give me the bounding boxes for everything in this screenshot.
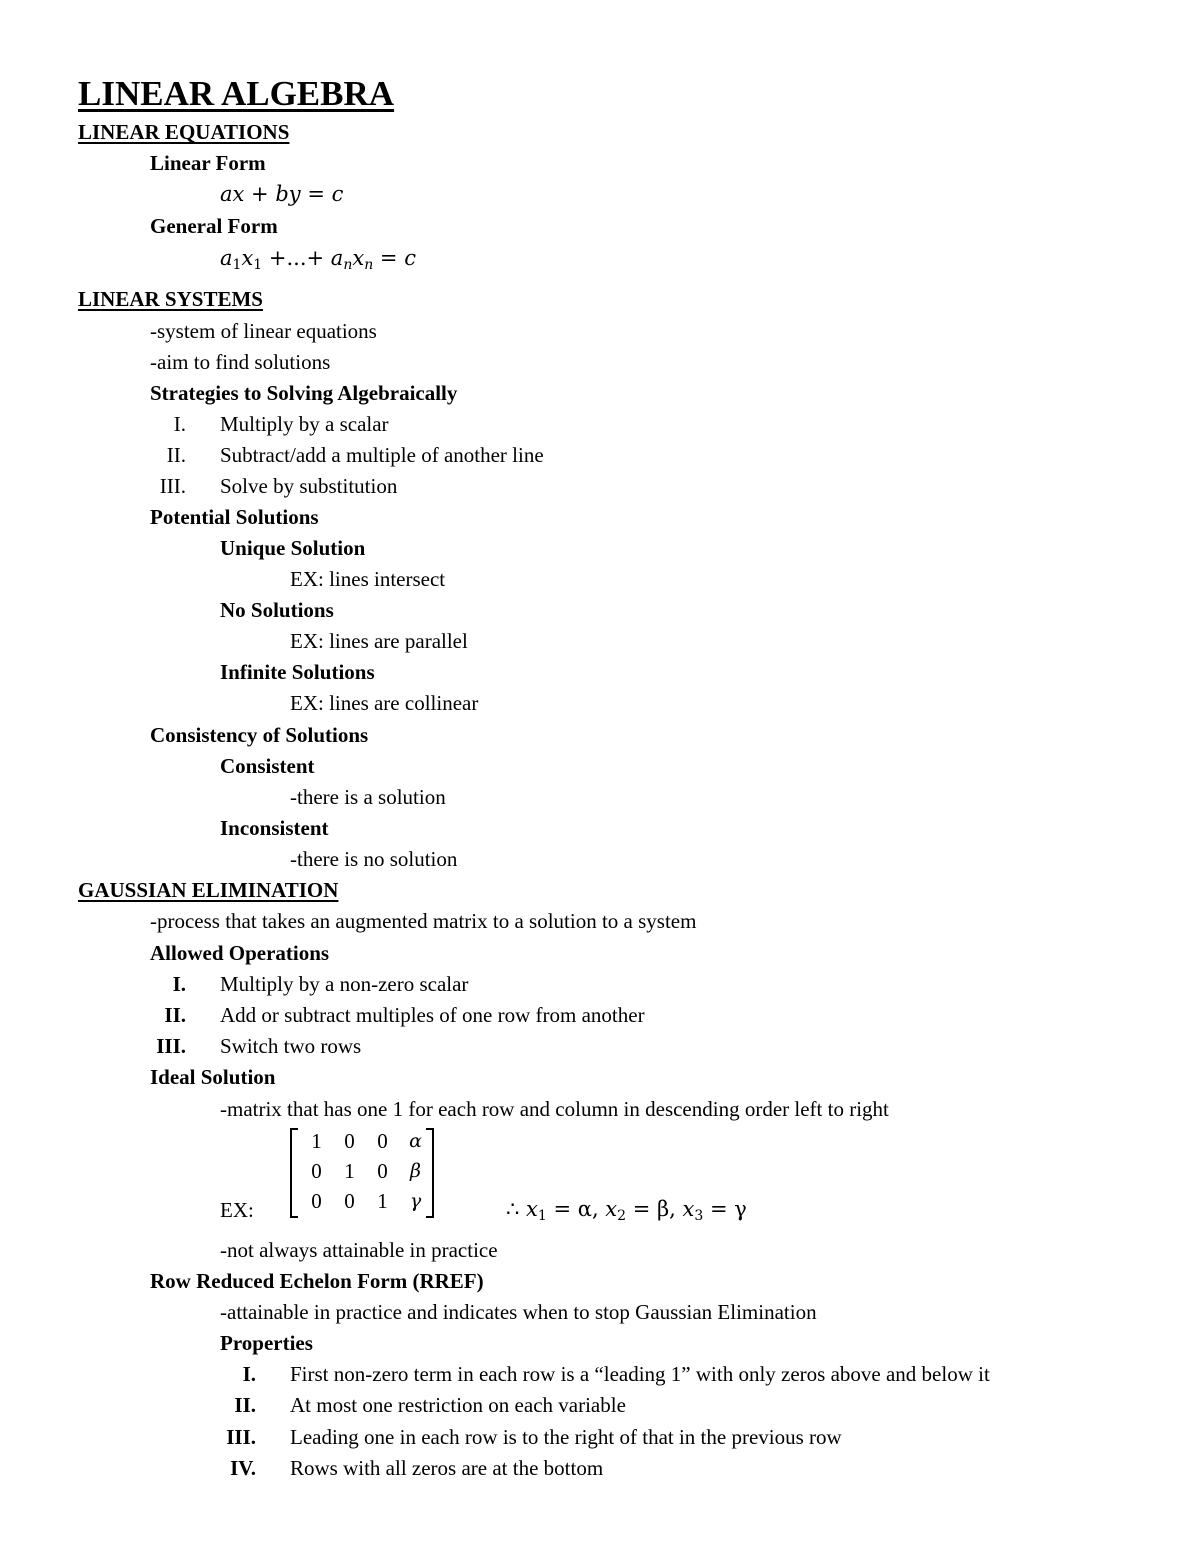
matrix-cell: 1: [344, 1158, 355, 1183]
list-item: Solve by substitution: [220, 474, 398, 498]
general-form-label: General Form: [150, 214, 278, 238]
list-number: III.: [156, 1034, 186, 1058]
strategies-label: Strategies to Solving Algebraically: [150, 381, 458, 405]
example-matrix: [290, 1126, 434, 1218]
consistency-label: Consistency of Solutions: [150, 723, 369, 747]
list-item: Multiply by a scalar: [220, 412, 389, 436]
solution-type-label: Unique Solution: [220, 536, 366, 560]
consistency-desc: -there is no solution: [290, 847, 458, 871]
matrix-cell: γ: [409, 1190, 422, 1212]
page-title: LINEAR ALGEBRA: [78, 74, 395, 113]
properties-label: Properties: [220, 1331, 313, 1355]
list-item: Rows with all zeros are at the bottom: [290, 1456, 604, 1480]
general-form-equation: $a_1x_1$ +...+ $a_nx_n = c$: [220, 246, 416, 273]
matrix-cell: 0: [344, 1188, 355, 1213]
matrix-cell: α: [409, 1130, 422, 1152]
matrix-cell: β: [410, 1160, 421, 1182]
list-number: I.: [172, 972, 186, 996]
list-item: Subtract/add a multiple of another line: [220, 443, 544, 467]
matrix-cell: 1: [311, 1128, 322, 1153]
solution-type-label: Infinite Solutions: [220, 660, 375, 684]
list-number: I.: [173, 412, 186, 436]
list-number: IV.: [230, 1456, 256, 1480]
ideal-solution-desc: -matrix that has one 1 for each row and column in descending order left to right: [220, 1097, 889, 1121]
not-always-note: -not always attainable in practice: [220, 1238, 498, 1262]
potential-solutions-label: Potential Solutions: [150, 505, 319, 529]
list-item: First non-zero term in each row is a “leading 1” with only zeros above and below it: [290, 1362, 990, 1386]
linear-form-label: Linear Form: [150, 151, 266, 175]
list-number: III.: [226, 1425, 256, 1449]
example-label: EX:: [220, 1198, 254, 1222]
list-item: Multiply by a non-zero scalar: [220, 972, 469, 996]
matrix-cell: 0: [311, 1188, 322, 1213]
section-heading-linear-equations: LINEAR EQUATIONS: [78, 120, 290, 144]
allowed-operations-label: Allowed Operations: [150, 941, 330, 965]
solution-example: EX: lines intersect: [290, 567, 446, 591]
list-number: II.: [166, 443, 186, 467]
matrix-result-equation: ∴ $x_1 = \alpha$, $x_2 = \beta$, $x_3 = \gamma$: [506, 1197, 747, 1224]
list-number: II.: [164, 1003, 186, 1027]
rref-label: Row Reduced Echelon Form (RREF): [150, 1269, 484, 1293]
solution-example: EX: lines are parallel: [290, 629, 468, 653]
list-number: II.: [234, 1393, 256, 1417]
list-item: Add or subtract multiples of one row from another: [220, 1003, 645, 1027]
consistency-desc: -there is a solution: [290, 785, 446, 809]
list-number: III.: [159, 474, 186, 498]
consistency-type-label: Inconsistent: [220, 816, 329, 840]
matrix-cell: 0: [311, 1158, 322, 1183]
linear-form-equation: ax + by = c: [220, 182, 344, 206]
ideal-solution-label: Ideal Solution: [150, 1065, 276, 1089]
matrix-cell: 0: [377, 1158, 388, 1183]
note-line: -aim to find solutions: [150, 350, 331, 374]
matrix-left-bracket: [290, 1128, 298, 1218]
list-number: I.: [242, 1362, 256, 1386]
section-heading-linear-systems: LINEAR SYSTEMS: [78, 287, 263, 311]
matrix-cell: 1: [377, 1188, 388, 1213]
solution-example: EX: lines are collinear: [290, 691, 479, 715]
list-item: Leading one in each row is to the right of that in the previous row: [290, 1425, 842, 1449]
section-heading-gaussian-elimination: GAUSSIAN ELIMINATION: [78, 878, 339, 902]
matrix-grid: [300, 1126, 432, 1216]
gaussian-description: -process that takes an augmented matrix to a solution to a system: [150, 909, 697, 933]
rref-description: -attainable in practice and indicates when to stop Gaussian Elimination: [220, 1300, 817, 1324]
matrix-cell: 0: [344, 1128, 355, 1153]
matrix-cell: 0: [377, 1128, 388, 1153]
list-item: At most one restriction on each variable: [290, 1393, 626, 1417]
list-item: Switch two rows: [220, 1034, 362, 1058]
note-line: -system of linear equations: [150, 319, 377, 343]
solution-type-label: No Solutions: [220, 598, 334, 622]
consistency-type-label: Consistent: [220, 754, 315, 778]
